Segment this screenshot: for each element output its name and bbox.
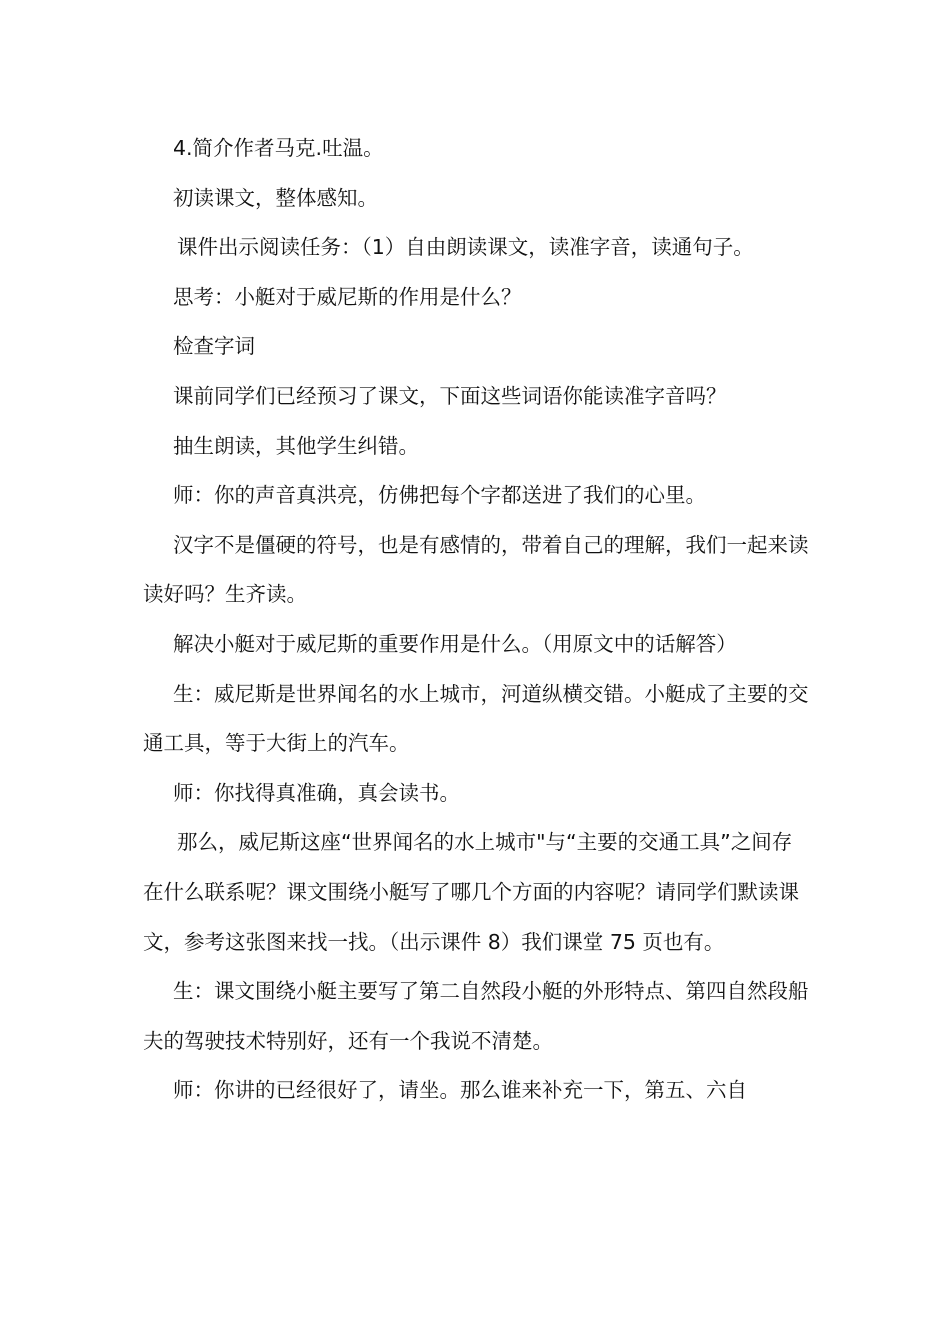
paragraph-10: 解决小艇对于威尼斯的重要作用是什么。（用原文中的话解答）: [173, 631, 737, 656]
paragraph-7: 抽生朗读，其他学生纠错。: [173, 433, 419, 458]
paragraph-15: 师：你讲的已经很好了，请坐。那么谁来补充一下，第五、六自: [173, 1078, 747, 1103]
paragraph-11: 生：威尼斯是世界闻名的水上城市，河道纵横交错。小艇成了主要的交通工具，等于大街上的汽车。: [143, 681, 809, 756]
paragraph-5: 检查字词: [173, 334, 255, 359]
paragraph-14: 生：课文围绕小艇主要写了第二自然段小艇的外形特点、第四自然段船夫的驾驶技术特别好，还有一个我说不清楚。: [143, 979, 809, 1053]
document-page: [143, 124, 809, 1116]
paragraph-9: 汉字不是僵硬的符号，也是有感情的，带着自己的理解，我们一起来读读好吗？生齐读。: [143, 532, 809, 607]
paragraph-8: 师：你的声音真洪亮，仿佛把每个字都送进了我们的心里。: [173, 483, 706, 508]
paragraph-1: 4.简介作者马克.吐温。: [173, 136, 384, 160]
paragraph-13: 那么，威尼斯这座“世界闻名的水上城市"与“主要的交通工具”之间存在什么联系呢？课文围绕小艇写了哪几个方面的内容呢？请同学们默读课文，参考这张图来找一找。（出示课件 8）我们课堂 75 页也有。: [143, 830, 799, 954]
paragraph-12: 师：你找得真准确，真会读书。: [173, 780, 460, 805]
paragraph-6: 课前同学们已经预习了课文，下面这些词语你能读准字音吗？: [173, 383, 727, 408]
paragraph-4: 思考：小艇对于威尼斯的作用是什么？: [173, 284, 522, 309]
paragraph-2: 初读课文，整体感知。: [173, 185, 378, 210]
paragraph-3: 课件出示阅读任务：（1）自由朗读课文，读准字音，读通句子。: [177, 235, 754, 260]
